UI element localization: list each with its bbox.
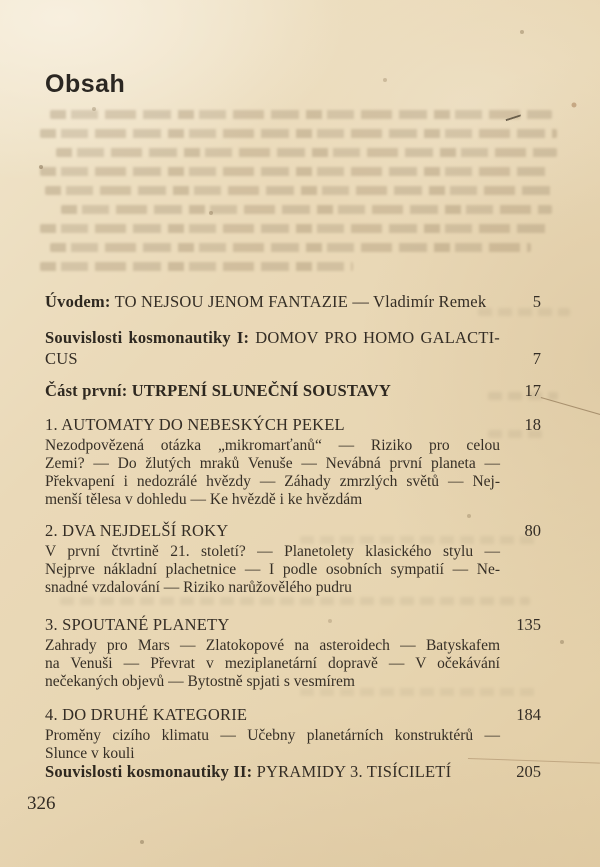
toc-entry-prefix: Souvislosti kosmonautiky II: (45, 762, 253, 781)
toc-entry-page-number: 5 (532, 292, 541, 311)
toc-entry-title: 3. SPOUTANÉ PLANETY (45, 615, 230, 634)
bleedthrough-line (50, 243, 530, 252)
bleedthrough-line (61, 205, 552, 214)
bleedthrough-line (40, 262, 353, 271)
toc-entry-page-number: 18 (524, 415, 541, 434)
toc-entry-description-line: nečekaných objevů — Bytostně spjati s vesmírem (45, 673, 355, 690)
toc-entry-title: PYRAMIDY 3. TISÍCILETÍ (252, 762, 452, 781)
toc-entry-description-line: menší tělesa v dohledu — Ke hvězdě i ke hvězdám (45, 491, 363, 508)
toc-entry-page-number: 135 (516, 615, 541, 634)
page-number: 326 (27, 793, 56, 814)
toc-entry-line (45, 763, 541, 781)
toc-entry-page-number: 205 (516, 762, 541, 781)
toc-entry-line (45, 416, 541, 434)
toc-entry-prefix: Úvodem: (45, 292, 111, 311)
toc-entry-prefix: Část první: UTRPENÍ SLUNEČNÍ SOUSTAVY (45, 381, 392, 400)
toc-entry-description-line: na Venuši — Převrat v meziplanetární dopravě — V očekávání (45, 655, 500, 672)
hairline-scratch (541, 397, 600, 415)
toc-entry-description-line: Zahrady pro Mars — Zlatokopové na asteroidech — Batyskafem (45, 637, 500, 654)
toc-entry-description-line: Proměny cizího klimatu — Učebny planetárních konstruktérů — (45, 727, 500, 744)
toc-entry-line (45, 350, 541, 368)
bleedthrough-line (40, 167, 552, 176)
toc-entry-cast-prvni (45, 382, 541, 403)
toc-entry-kapitola-1 (45, 416, 541, 509)
toc-entry-line (45, 616, 541, 634)
toc-entry-souvislosti-2 (45, 763, 541, 784)
toc-entry-description-line: V první čtvrtině 21. století? — Planetolety klasického stylu — (45, 543, 500, 560)
toc-entry-line (45, 382, 541, 400)
toc-entry-title: DOMOV PRO HOMO GALACTI- (249, 328, 500, 347)
toc-entry-description-line: Překvapení i nedozrálé hvězdy — Záhady zmrzlých světů — Nej- (45, 473, 500, 490)
toc-entry-line (45, 522, 541, 540)
toc-entry-kapitola-4 (45, 706, 541, 763)
page-title: Obsah (45, 70, 126, 98)
toc-entry-page-number: 17 (524, 381, 541, 400)
toc-entry-description-line: Slunce v kouli (45, 745, 135, 762)
toc-entry-uvodem (45, 293, 541, 314)
bleedthrough-line (45, 186, 551, 195)
toc-entry-prefix: Souvislosti kosmonautiky I: (45, 328, 250, 347)
toc-entry-description-line: Nezodpovězená otázka „mikromarťanů“ — Riziko pro celou (45, 437, 500, 454)
bleedthrough-line (56, 148, 557, 157)
bleedthrough-text-block (40, 110, 562, 281)
toc-entry-line (45, 293, 541, 311)
toc-entry-kapitola-2 (45, 522, 541, 597)
toc-entry-description-line: Nejprve nákladní plachetnice — I podle osobních sympatií — Ne- (45, 561, 500, 578)
toc-entry-kapitola-3 (45, 616, 541, 691)
toc-entry-title: 2. DVA NEJDELŠÍ ROKY (45, 521, 229, 540)
toc-entry-description-line: snadné vzdalování — Riziko narůžovělého pudru (45, 579, 352, 596)
bleedthrough-smudge (60, 597, 530, 605)
toc-entry-title: CUS (45, 349, 78, 368)
toc-entry-page-number: 184 (516, 705, 541, 724)
toc-entry-title: 4. DO DRUHÉ KATEGORIE (45, 705, 248, 724)
bleedthrough-line (50, 110, 551, 119)
bleedthrough-line (40, 224, 552, 233)
toc-entry-line (45, 706, 541, 724)
toc-entry-page-number: 80 (524, 521, 541, 540)
bleedthrough-line (40, 129, 557, 138)
toc-entry-title: 1. AUTOMATY DO NEBESKÝCH PEKEL (45, 415, 345, 434)
toc-entry-line (45, 329, 541, 347)
toc-entry-souvislosti-1 (45, 329, 541, 371)
toc-entry-description-line: Zemi? — Do žlutých mraků Venuše — Nevábná první planeta — (45, 455, 500, 472)
toc-entry-page-number: 7 (532, 349, 541, 368)
paper-specks (0, 0, 2, 2)
toc-entry-title: TO NEJSOU JENOM FANTAZIE — Vladimír Remek (110, 292, 487, 311)
